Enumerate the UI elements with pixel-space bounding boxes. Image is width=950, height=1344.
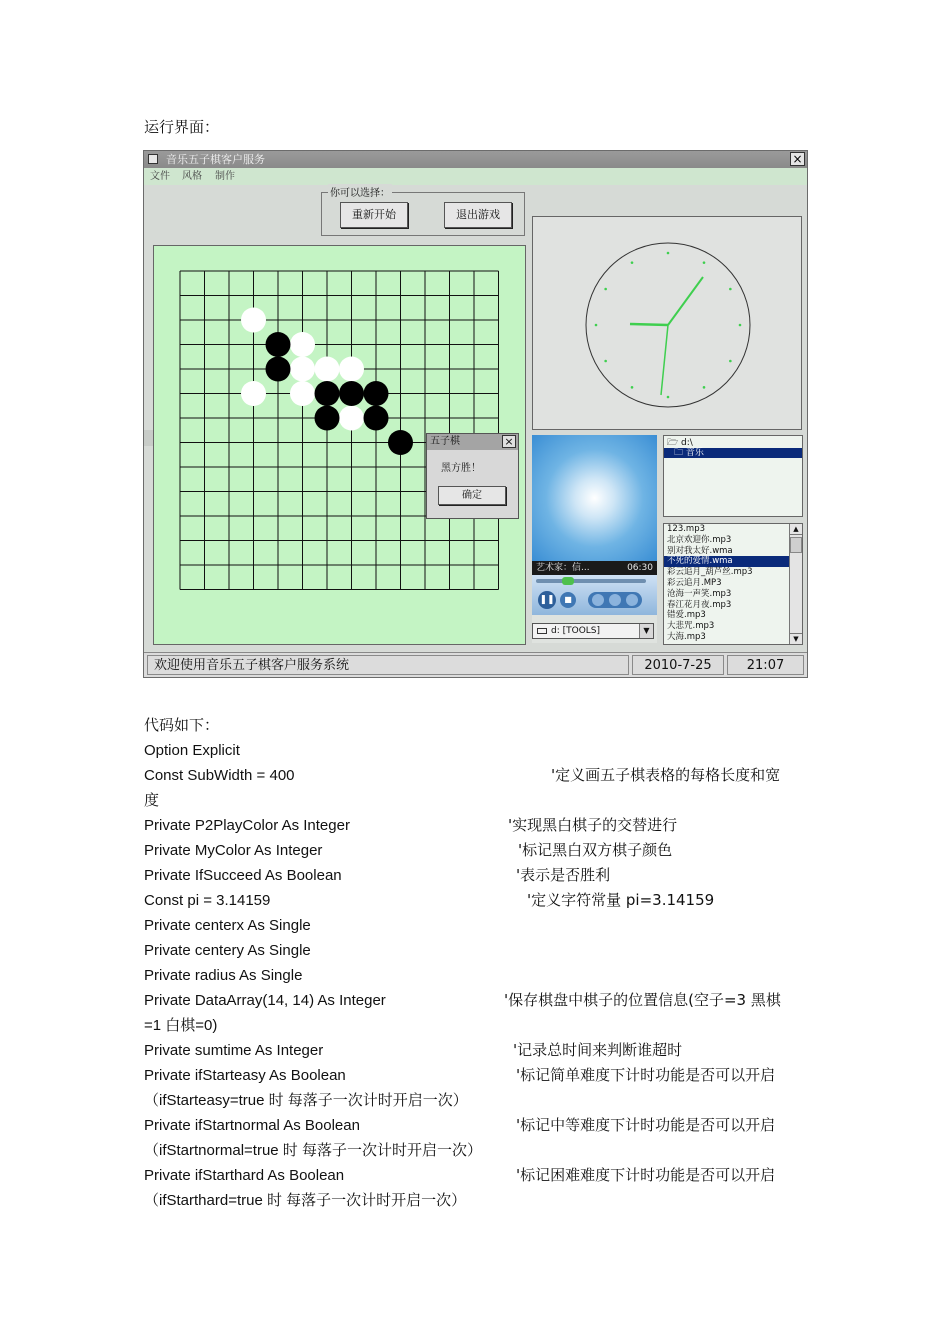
scroll-up-icon[interactable]: ▲ xyxy=(790,524,802,535)
chevron-down-icon[interactable]: ▼ xyxy=(639,624,653,638)
file-item[interactable]: 别对我太好.wma xyxy=(667,545,733,556)
player-controls xyxy=(532,575,657,615)
code-heading: 代码如下： xyxy=(144,716,220,734)
file-item[interactable]: 不死的爱情.wma xyxy=(664,556,802,567)
file-rows xyxy=(664,524,802,643)
status-date: 2010-7-25 xyxy=(632,655,724,675)
code-comment-continuation: （ifStartnormal=true 时 每落子一次计时开启一次） xyxy=(144,1142,482,1159)
player-time: 06:30 xyxy=(627,563,653,573)
clock-tick xyxy=(604,288,607,291)
clock-panel xyxy=(532,216,802,430)
prev-track-icon[interactable] xyxy=(592,594,604,606)
folder-list[interactable] xyxy=(663,435,803,517)
folder-item-selected[interactable]: 🗀 音乐 xyxy=(664,448,802,458)
code-line: Private P2PlayColor As Integer xyxy=(144,817,350,834)
folder-open-icon: 🗁 xyxy=(667,438,682,448)
code-line: Option Explicit xyxy=(144,742,240,759)
code-line: Const SubWidth = 400 xyxy=(144,767,295,784)
code-comment: '实现黑白棋子的交替进行 xyxy=(508,816,678,834)
code-comment: '标记简单难度下计时功能是否可以开启 xyxy=(516,1066,776,1084)
choice-group-label: 你可以选择： xyxy=(328,184,392,199)
drive-select-value: d: [TOOLS] xyxy=(551,626,601,636)
code-line: Private centerx As Single xyxy=(144,917,311,934)
code-comment: '标记困难难度下计时功能是否可以开启 xyxy=(516,1166,776,1184)
white-stone xyxy=(241,308,266,333)
code-line: Private ifStartnormal As Boolean xyxy=(144,1117,360,1134)
dialog-ok-button[interactable]: 确定 xyxy=(438,486,506,505)
clock-tick xyxy=(703,386,706,389)
drive-select[interactable] xyxy=(532,623,654,639)
code-comment-continuation: （ifStarthard=true 时 每落子一次计时开启一次） xyxy=(144,1192,467,1209)
status-time: 21:07 xyxy=(727,655,804,675)
scroll-thumb[interactable] xyxy=(790,537,802,553)
code-comment: '保存棋盘中棋子的位置信息(空子=3 黑棋 xyxy=(504,991,781,1009)
file-item[interactable]: 错爱.mp3 xyxy=(667,610,706,621)
player-artist: 艺术家：信... xyxy=(536,563,590,573)
file-list-scrollbar[interactable] xyxy=(789,524,802,644)
code-comment: '表示是否胜利 xyxy=(516,866,611,884)
code-line: Private ifStarteasy As Boolean xyxy=(144,1067,346,1084)
player-visualization xyxy=(532,435,657,561)
dialog-close-button[interactable]: × xyxy=(502,435,516,448)
intro-text: 运行界面： xyxy=(144,118,220,136)
player-info-bar xyxy=(532,561,657,575)
mute-icon[interactable] xyxy=(626,594,638,606)
black-stone xyxy=(364,381,389,406)
code-line: Private ifStarthard As Boolean xyxy=(144,1167,345,1184)
window-close-button[interactable]: × xyxy=(790,152,805,166)
white-stone xyxy=(339,357,364,382)
menu-make[interactable]: 制作 xyxy=(215,171,235,182)
menu-file[interactable]: 文件 xyxy=(150,171,170,182)
folder-item[interactable]: 🗁 d:\ xyxy=(667,438,693,448)
stop-icon[interactable]: ■ xyxy=(560,592,576,608)
clock-tick xyxy=(595,324,598,327)
black-stone xyxy=(315,406,340,431)
title-bar xyxy=(144,151,807,168)
status-bar xyxy=(144,652,807,678)
seek-thumb-icon[interactable] xyxy=(562,577,574,585)
clock-tick xyxy=(604,360,607,363)
menu-bar xyxy=(144,168,807,185)
code-line: Private DataArray(14, 14) As Integer xyxy=(144,992,386,1009)
code-comment: '标记中等难度下计时功能是否可以开启 xyxy=(516,1116,776,1134)
next-track-icon[interactable] xyxy=(609,594,621,606)
prev-next-group xyxy=(588,592,642,608)
clock-tick xyxy=(729,288,732,291)
menu-style[interactable]: 风格 xyxy=(182,171,202,182)
white-stone xyxy=(290,332,315,357)
clock-tick xyxy=(729,360,732,363)
file-item[interactable]: 123.mp3 xyxy=(667,524,706,534)
black-stone xyxy=(388,430,413,455)
file-item[interactable]: 彩云追月.MP3 xyxy=(667,577,722,588)
app-window xyxy=(143,150,808,678)
clock-hour-hand xyxy=(630,324,668,325)
white-stone xyxy=(241,381,266,406)
clock-tick xyxy=(703,261,706,264)
black-stone xyxy=(339,381,364,406)
scroll-down-icon[interactable]: ▼ xyxy=(790,633,802,644)
file-list[interactable] xyxy=(663,523,803,645)
clock-tick xyxy=(631,386,634,389)
black-stone xyxy=(266,332,291,357)
black-stone xyxy=(266,357,291,382)
code-comment-continuation: =1 白棋=0) xyxy=(144,1017,218,1034)
file-item[interactable]: 北京欢迎你.mp3 xyxy=(667,534,732,545)
code-line: Private radius As Single xyxy=(144,967,303,984)
black-stone xyxy=(315,381,340,406)
exit-game-button[interactable]: 退出游戏 xyxy=(444,202,512,228)
code-line: Private IfSucceed As Boolean xyxy=(144,867,342,884)
code-line: Private centery As Single xyxy=(144,942,311,959)
drive-icon xyxy=(537,628,547,634)
clock-tick xyxy=(667,396,670,399)
code-comment: '记录总时间来判断谁超时 xyxy=(513,1041,683,1059)
clock-minute-hand xyxy=(668,277,703,325)
pause-icon[interactable]: ❚❚ xyxy=(538,591,556,609)
app-icon xyxy=(148,154,158,164)
white-stone xyxy=(315,357,340,382)
dialog-title-bar xyxy=(427,434,518,450)
black-stone xyxy=(364,406,389,431)
code-comment: '定义字符常量 pi=3.14159 xyxy=(527,891,715,909)
file-item[interactable]: 沧海一声笑.mp3 xyxy=(667,588,732,599)
win-dialog xyxy=(426,433,519,519)
file-item[interactable]: 大海.mp3 xyxy=(667,631,706,642)
white-stone xyxy=(290,357,315,382)
dialog-title: 五子棋 xyxy=(430,436,460,447)
dialog-message: 黑方胜！ xyxy=(441,463,481,474)
code-line: Private MyColor As Integer xyxy=(144,842,323,859)
code-line: Const pi = 3.14159 xyxy=(144,892,271,909)
code-comment: '标记黑白双方棋子颜色 xyxy=(518,841,673,859)
white-stone xyxy=(290,381,315,406)
clock-tick xyxy=(667,252,670,255)
seek-bar[interactable] xyxy=(536,579,646,583)
folder-icon: 🗀 xyxy=(674,448,686,458)
code-line: Private sumtime As Integer xyxy=(144,1042,324,1059)
clock-second-hand xyxy=(661,325,668,395)
code-comment-continuation: （ifStarteasy=true 时 每落子一次计时开启一次） xyxy=(144,1092,468,1109)
file-item[interactable]: 春江花月夜.mp3 xyxy=(667,599,732,610)
code-comment-continuation: 度 xyxy=(144,792,160,809)
analog-clock xyxy=(533,217,801,429)
file-item[interactable]: 大悲咒.mp3 xyxy=(667,621,715,632)
file-browser xyxy=(663,435,803,645)
media-player xyxy=(532,435,657,643)
clock-tick xyxy=(631,261,634,264)
white-stone xyxy=(339,406,364,431)
clock-tick xyxy=(739,324,742,327)
status-message: 欢迎使用音乐五子棋客户服务系统 xyxy=(147,655,629,675)
code-comment: '定义画五子棋表格的每格长度和宽 xyxy=(551,766,781,784)
file-item[interactable]: 彩云追月_葫芦丝.mp3 xyxy=(667,567,753,578)
window-title: 音乐五子棋客户服务 xyxy=(166,153,265,166)
restart-button[interactable]: 重新开始 xyxy=(340,202,408,228)
